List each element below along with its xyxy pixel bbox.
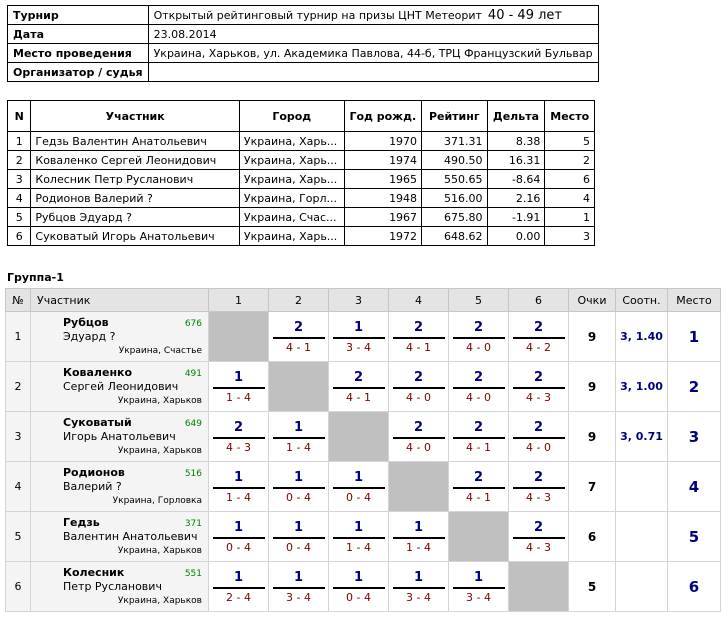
match-score: 1 bbox=[233, 469, 244, 485]
participant-year: 1948 bbox=[344, 189, 421, 208]
match-result-cell bbox=[329, 512, 389, 562]
match-result-cell bbox=[329, 562, 389, 612]
player-place: 3 bbox=[668, 412, 721, 462]
match-result-cell bbox=[449, 462, 509, 512]
info-value-extra: 40 - 49 лет bbox=[487, 7, 562, 23]
player-points: 9 bbox=[569, 412, 616, 462]
group-header-cell: Участник bbox=[31, 289, 209, 312]
match-result-cell bbox=[449, 562, 509, 612]
match-sets: 0 - 4 bbox=[226, 540, 251, 554]
participant-row bbox=[8, 132, 595, 151]
participant-n: 6 bbox=[8, 227, 31, 246]
match-result-cell bbox=[269, 412, 329, 462]
player-ratio: 3, 1.40 bbox=[616, 312, 668, 362]
player-surname: Коваленко bbox=[63, 366, 133, 379]
group-header-cell: 4 bbox=[389, 289, 449, 312]
group-player-cell bbox=[31, 412, 209, 462]
group-row-number: 1 bbox=[6, 312, 31, 362]
participants-header-cell: Место bbox=[545, 101, 595, 132]
match-sets: 3 - 4 bbox=[346, 340, 371, 354]
player-place: 1 bbox=[668, 312, 721, 362]
match-sets: 4 - 3 bbox=[226, 440, 251, 454]
player-points: 9 bbox=[569, 312, 616, 362]
self-match-cell bbox=[209, 312, 269, 362]
player-points: 9 bbox=[569, 362, 616, 412]
match-sets: 0 - 4 bbox=[286, 540, 311, 554]
participant-rating: 648.62 bbox=[422, 227, 487, 246]
match-score: 1 bbox=[353, 319, 364, 335]
match-result-cell bbox=[449, 312, 509, 362]
participant-city: Украина, Счас... bbox=[239, 208, 344, 227]
participant-row bbox=[8, 189, 595, 208]
participant-city: Украина, Харь... bbox=[239, 227, 344, 246]
group-row bbox=[6, 362, 721, 412]
match-score: 2 bbox=[473, 319, 484, 335]
match-result-cell bbox=[509, 412, 569, 462]
match-sets: 4 - 3 bbox=[526, 540, 551, 554]
player-place: 4 bbox=[668, 462, 721, 512]
match-result-cell bbox=[269, 512, 329, 562]
group-header-cell: Место bbox=[668, 289, 721, 312]
match-result-cell bbox=[269, 562, 329, 612]
group-row bbox=[6, 562, 721, 612]
participant-name: Колесник Петр Русланович bbox=[31, 170, 240, 189]
participant-delta: 16.31 bbox=[487, 151, 545, 170]
player-rating: 491 bbox=[184, 369, 202, 379]
player-ratio bbox=[616, 562, 668, 612]
match-score: 1 bbox=[293, 469, 304, 485]
participant-rating: 490.50 bbox=[422, 151, 487, 170]
match-score: 2 bbox=[473, 369, 484, 385]
score-divider bbox=[213, 437, 265, 439]
info-value bbox=[148, 44, 598, 63]
participant-row bbox=[8, 208, 595, 227]
participant-rating: 516.00 bbox=[422, 189, 487, 208]
match-sets: 2 - 4 bbox=[226, 590, 251, 604]
player-surname: Суковатый bbox=[63, 416, 132, 429]
score-divider bbox=[513, 387, 565, 389]
participant-place: 4 bbox=[545, 189, 595, 208]
player-rating: 551 bbox=[184, 569, 202, 579]
group-row bbox=[6, 312, 721, 362]
participant-row bbox=[8, 170, 595, 189]
info-value bbox=[148, 25, 598, 44]
match-score: 2 bbox=[473, 419, 484, 435]
score-divider bbox=[393, 387, 445, 389]
match-result-cell bbox=[449, 362, 509, 412]
match-result-cell bbox=[509, 312, 569, 362]
match-sets: 0 - 4 bbox=[286, 490, 311, 504]
score-divider bbox=[213, 387, 265, 389]
match-sets: 1 - 4 bbox=[406, 540, 431, 554]
participant-n: 1 bbox=[8, 132, 31, 151]
player-rating: 676 bbox=[184, 319, 202, 329]
score-divider bbox=[213, 487, 265, 489]
match-result-cell bbox=[209, 562, 269, 612]
info-label: Дата bbox=[8, 25, 149, 44]
score-divider bbox=[333, 387, 385, 389]
match-score: 1 bbox=[353, 569, 364, 585]
self-match-cell bbox=[329, 412, 389, 462]
score-divider bbox=[213, 587, 265, 589]
score-divider bbox=[393, 587, 445, 589]
group-header-cell: 3 bbox=[329, 289, 389, 312]
player-rating: 649 bbox=[184, 419, 202, 429]
match-score: 2 bbox=[413, 319, 424, 335]
match-result-cell bbox=[389, 562, 449, 612]
participants-header-cell: Город bbox=[239, 101, 344, 132]
score-divider bbox=[513, 537, 565, 539]
group-header-cell: 1 bbox=[209, 289, 269, 312]
group-header-cell: Соотн. bbox=[616, 289, 668, 312]
match-result-cell bbox=[209, 512, 269, 562]
score-divider bbox=[213, 537, 265, 539]
group-cross-table bbox=[5, 288, 721, 612]
group-player-cell bbox=[31, 362, 209, 412]
match-result-cell bbox=[209, 412, 269, 462]
player-given-name: Сергей Леонидович bbox=[63, 380, 179, 393]
match-score: 1 bbox=[293, 519, 304, 535]
match-score: 2 bbox=[473, 469, 484, 485]
score-divider bbox=[453, 587, 505, 589]
match-sets: 3 - 4 bbox=[406, 590, 431, 604]
participant-year: 1965 bbox=[344, 170, 421, 189]
match-result-cell bbox=[509, 462, 569, 512]
player-given-name: Валерий ? bbox=[63, 480, 122, 493]
player-points: 5 bbox=[569, 562, 616, 612]
score-divider bbox=[453, 487, 505, 489]
score-divider bbox=[273, 587, 325, 589]
participant-rating: 550.65 bbox=[422, 170, 487, 189]
group-header-cell: № bbox=[6, 289, 31, 312]
participant-place: 2 bbox=[545, 151, 595, 170]
match-result-cell bbox=[329, 312, 389, 362]
score-divider bbox=[273, 437, 325, 439]
player-ratio bbox=[616, 462, 668, 512]
info-row bbox=[8, 44, 599, 63]
match-sets: 3 - 4 bbox=[286, 590, 311, 604]
group-header-cell: 6 bbox=[509, 289, 569, 312]
match-sets: 4 - 2 bbox=[526, 340, 551, 354]
group-row-number: 3 bbox=[6, 412, 31, 462]
match-score: 2 bbox=[233, 419, 244, 435]
match-sets: 4 - 3 bbox=[526, 490, 551, 504]
match-score: 1 bbox=[293, 419, 304, 435]
info-value-text: 23.08.2014 bbox=[153, 27, 217, 41]
match-score: 2 bbox=[533, 469, 544, 485]
match-sets: 1 - 4 bbox=[346, 540, 371, 554]
info-label: Турнир bbox=[8, 6, 149, 25]
player-rating: 371 bbox=[184, 519, 202, 529]
group-row bbox=[6, 412, 721, 462]
info-row bbox=[8, 6, 599, 25]
match-score: 1 bbox=[233, 519, 244, 535]
match-sets: 0 - 4 bbox=[346, 590, 371, 604]
participant-city: Украина, Харь... bbox=[239, 132, 344, 151]
info-label: Место проведения bbox=[8, 44, 149, 63]
player-given-name: Петр Русланович bbox=[63, 580, 162, 593]
match-score: 2 bbox=[413, 369, 424, 385]
match-score: 1 bbox=[233, 569, 244, 585]
participant-name: Гедзь Валентин Анатольевич bbox=[31, 132, 240, 151]
match-result-cell bbox=[329, 362, 389, 412]
participant-name: Коваленко Сергей Леонидович bbox=[31, 151, 240, 170]
player-surname: Гедзь bbox=[63, 516, 100, 529]
score-divider bbox=[393, 437, 445, 439]
score-divider bbox=[333, 587, 385, 589]
match-result-cell bbox=[389, 512, 449, 562]
match-result-cell bbox=[509, 362, 569, 412]
match-sets: 4 - 0 bbox=[526, 440, 551, 454]
score-divider bbox=[273, 337, 325, 339]
group-row-number: 6 bbox=[6, 562, 31, 612]
group-label: Группа-1 bbox=[7, 271, 64, 284]
info-row bbox=[8, 63, 599, 82]
match-result-cell bbox=[389, 412, 449, 462]
match-sets: 3 - 4 bbox=[466, 590, 491, 604]
participant-place: 3 bbox=[545, 227, 595, 246]
score-divider bbox=[273, 487, 325, 489]
group-player-cell bbox=[31, 512, 209, 562]
participant-year: 1967 bbox=[344, 208, 421, 227]
participant-delta: -1.91 bbox=[487, 208, 545, 227]
participants-header-cell: N bbox=[8, 101, 31, 132]
participant-delta: 0.00 bbox=[487, 227, 545, 246]
match-score: 1 bbox=[353, 519, 364, 535]
match-score: 2 bbox=[533, 369, 544, 385]
match-score: 2 bbox=[533, 419, 544, 435]
self-match-cell bbox=[389, 462, 449, 512]
match-result-cell bbox=[449, 412, 509, 462]
info-value bbox=[148, 6, 598, 25]
participant-delta: 8.38 bbox=[487, 132, 545, 151]
participant-year: 1970 bbox=[344, 132, 421, 151]
player-points: 6 bbox=[569, 512, 616, 562]
score-divider bbox=[393, 537, 445, 539]
match-result-cell bbox=[269, 462, 329, 512]
match-sets: 4 - 1 bbox=[466, 490, 491, 504]
group-header-row bbox=[6, 289, 721, 312]
score-divider bbox=[333, 487, 385, 489]
match-sets: 4 - 0 bbox=[406, 440, 431, 454]
info-value-text: Открытый рейтинговый турнир на призы ЦНТ Метеорит bbox=[153, 8, 482, 22]
score-divider bbox=[453, 337, 505, 339]
group-header-cell: 5 bbox=[449, 289, 509, 312]
participants-header-row bbox=[8, 101, 595, 132]
player-city: Украина, Счастье bbox=[118, 346, 202, 356]
participant-rating: 675.80 bbox=[422, 208, 487, 227]
self-match-cell bbox=[449, 512, 509, 562]
match-result-cell bbox=[269, 312, 329, 362]
match-score: 2 bbox=[533, 319, 544, 335]
match-score: 2 bbox=[413, 419, 424, 435]
match-sets: 1 - 4 bbox=[226, 490, 251, 504]
participants-header-cell: Участник bbox=[31, 101, 240, 132]
group-player-cell bbox=[31, 562, 209, 612]
match-sets: 4 - 0 bbox=[406, 390, 431, 404]
participant-n: 5 bbox=[8, 208, 31, 227]
match-score: 1 bbox=[293, 569, 304, 585]
group-row-number: 2 bbox=[6, 362, 31, 412]
player-city: Украина, Харьков bbox=[117, 546, 202, 556]
info-label: Организатор / судья bbox=[8, 63, 149, 82]
match-score: 1 bbox=[353, 469, 364, 485]
player-place: 6 bbox=[668, 562, 721, 612]
score-divider bbox=[513, 337, 565, 339]
participant-n: 4 bbox=[8, 189, 31, 208]
match-result-cell bbox=[509, 512, 569, 562]
match-result-cell bbox=[209, 462, 269, 512]
participants-table bbox=[7, 100, 595, 246]
player-given-name: Валентин Анатольевич bbox=[63, 530, 198, 543]
group-row-number: 5 bbox=[6, 512, 31, 562]
participant-place: 6 bbox=[545, 170, 595, 189]
player-city: Украина, Горловка bbox=[112, 496, 202, 506]
participant-name: Суковатый Игорь Анатольевич bbox=[31, 227, 240, 246]
score-divider bbox=[393, 337, 445, 339]
group-header-cell: Очки bbox=[569, 289, 616, 312]
participant-year: 1974 bbox=[344, 151, 421, 170]
participant-delta: -8.64 bbox=[487, 170, 545, 189]
participant-city: Украина, Харь... bbox=[239, 151, 344, 170]
match-score: 1 bbox=[233, 369, 244, 385]
match-result-cell bbox=[329, 462, 389, 512]
player-city: Украина, Харьков bbox=[117, 596, 202, 606]
player-place: 2 bbox=[668, 362, 721, 412]
self-match-cell bbox=[509, 562, 569, 612]
match-score: 1 bbox=[413, 569, 424, 585]
score-divider bbox=[333, 337, 385, 339]
match-score: 1 bbox=[473, 569, 484, 585]
player-ratio: 3, 1.00 bbox=[616, 362, 668, 412]
player-surname: Рубцов bbox=[63, 316, 109, 329]
match-sets: 4 - 1 bbox=[406, 340, 431, 354]
participant-delta: 2.16 bbox=[487, 189, 545, 208]
player-ratio bbox=[616, 512, 668, 562]
info-row bbox=[8, 25, 599, 44]
group-row bbox=[6, 462, 721, 512]
participant-rating: 371.31 bbox=[422, 132, 487, 151]
player-points: 7 bbox=[569, 462, 616, 512]
group-header-cell: 2 bbox=[269, 289, 329, 312]
match-sets: 4 - 3 bbox=[526, 390, 551, 404]
player-given-name: Игорь Анатольевич bbox=[63, 430, 176, 443]
match-result-cell bbox=[209, 362, 269, 412]
group-player-cell bbox=[31, 312, 209, 362]
player-city: Украина, Харьков bbox=[117, 446, 202, 456]
participant-row bbox=[8, 151, 595, 170]
participants-header-cell: Дельта bbox=[487, 101, 545, 132]
match-result-cell bbox=[389, 362, 449, 412]
match-score: 2 bbox=[293, 319, 304, 335]
match-sets: 4 - 1 bbox=[286, 340, 311, 354]
player-rating: 516 bbox=[184, 469, 202, 479]
player-given-name: Эдуард ? bbox=[63, 330, 116, 343]
info-value-text: Украина, Харьков, ул. Академика Павлова, 44-б, ТРЦ Французский Бульвар bbox=[153, 46, 593, 60]
match-sets: 0 - 4 bbox=[346, 490, 371, 504]
score-divider bbox=[453, 387, 505, 389]
participant-place: 1 bbox=[545, 208, 595, 227]
participant-year: 1972 bbox=[344, 227, 421, 246]
player-ratio: 3, 0.71 bbox=[616, 412, 668, 462]
score-divider bbox=[273, 537, 325, 539]
match-score: 2 bbox=[353, 369, 364, 385]
score-divider bbox=[513, 487, 565, 489]
participant-city: Украина, Горл... bbox=[239, 189, 344, 208]
participant-name: Родионов Валерий ? bbox=[31, 189, 240, 208]
score-divider bbox=[513, 437, 565, 439]
match-sets: 1 - 4 bbox=[226, 390, 251, 404]
info-value bbox=[148, 63, 598, 82]
participant-row bbox=[8, 227, 595, 246]
participant-city: Украина, Харь... bbox=[239, 170, 344, 189]
player-place: 5 bbox=[668, 512, 721, 562]
match-sets: 4 - 1 bbox=[466, 440, 491, 454]
player-surname: Колесник bbox=[63, 566, 125, 579]
participants-header-cell: Год рожд. bbox=[344, 101, 421, 132]
match-sets: 4 - 0 bbox=[466, 390, 491, 404]
group-player-cell bbox=[31, 462, 209, 512]
score-divider bbox=[333, 537, 385, 539]
participant-name: Рубцов Эдуард ? bbox=[31, 208, 240, 227]
participants-header-cell: Рейтинг bbox=[422, 101, 487, 132]
match-sets: 4 - 0 bbox=[466, 340, 491, 354]
match-result-cell bbox=[389, 312, 449, 362]
match-score: 1 bbox=[413, 519, 424, 535]
match-sets: 4 - 1 bbox=[346, 390, 371, 404]
group-row-number: 4 bbox=[6, 462, 31, 512]
participant-place: 5 bbox=[545, 132, 595, 151]
self-match-cell bbox=[269, 362, 329, 412]
participant-n: 3 bbox=[8, 170, 31, 189]
player-city: Украина, Харьков bbox=[117, 396, 202, 406]
match-score: 2 bbox=[533, 519, 544, 535]
match-sets: 1 - 4 bbox=[286, 440, 311, 454]
tournament-info-table bbox=[7, 5, 599, 82]
group-row bbox=[6, 512, 721, 562]
score-divider bbox=[453, 437, 505, 439]
player-surname: Родионов bbox=[63, 466, 125, 479]
participant-n: 2 bbox=[8, 151, 31, 170]
